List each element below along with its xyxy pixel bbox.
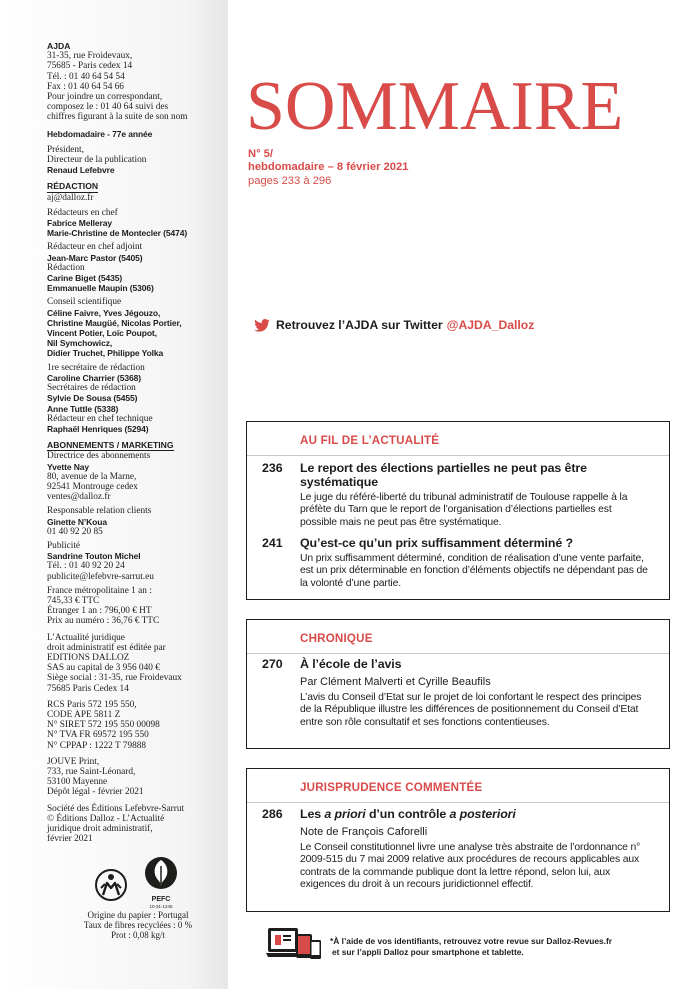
legal-line: RCS Paris 572 195 550, [47,699,137,710]
entry-author: Par Clément Malverti et Cyrille Beaufils [300,676,491,688]
role-label: Rédacteur en chef adjoint [47,242,143,253]
role-label: Rédacteur en chef technique [47,413,153,424]
address-line: 75685 - Paris cedex 14 [47,61,133,72]
section-au-fil-actualite [246,421,670,600]
masthead-content [47,41,227,916]
council-name: Christine Maugüé, Nicolas Portier, [47,317,182,328]
role-label: 1re secrétaire de rédaction [47,362,145,373]
section-title: CHRONIQUE [300,632,373,645]
section-title: AU FIL DE L’ACTUALITÉ [300,434,440,447]
subscriptions-block [47,440,227,626]
recycle-triman-icon [93,868,129,905]
twitter-handle[interactable]: @AJDA_Dalloz [446,318,535,332]
pefc-code: 10-31-1245 [149,903,173,909]
printer-line: JOUVE Print, [47,756,100,767]
entry-author: Note de François Caforelli [300,826,428,838]
price-line: Étranger 1 an : 796,00 € HT [47,606,152,617]
legal-line: 75685 Paris Cedex 14 [47,683,129,694]
address-line: 92541 Montrouge cedex [47,481,138,492]
page-number: 236 [262,461,283,475]
section-divider [247,802,669,803]
direction-role: Directeur de la publication [47,155,147,166]
issue-date: hebdomadaire – 8 février 2021 [248,161,409,174]
staff-name: Emmanuelle Maupin (5306) [47,283,154,294]
entry-title[interactable]: Le report des élections partielles ne peut pas être systématique [300,461,587,489]
staff-name: Marie-Christine de Montecler (5474) [47,228,188,239]
staff-name: Carine Biget (5435) [47,273,123,284]
printer-line: 733, rue Saint-Léonard, [47,767,136,777]
copyright-line: © Éditions Dalloz - L’Actualité [47,813,165,824]
entry-title[interactable] [300,807,650,821]
copyright-block [47,804,227,845]
legal-company-block [47,633,227,694]
legal-line: SAS au capital de 3 956 040 € [47,663,160,674]
section-chronique [246,619,670,749]
paper-origin: Origine du papier : Portugal [87,910,189,920]
role-label: Rédaction [47,262,85,273]
footer-line: et sur l’appli Dalloz pour smartphone et tablette. [332,946,524,957]
twitter-bird-icon [254,319,270,332]
legal-line: N° SIRET 572 195 550 00098 [47,720,160,731]
page-number: 270 [262,657,283,671]
redaction-email: aj@dalloz.fr [47,192,94,203]
copyright-line: Société des Éditions Lefebvre-Sarrut [47,803,185,814]
legal-line: droit administratif est éditée par [47,642,166,653]
staff-name: Ginette N’Koua [47,516,107,527]
role-label: Directrice des abonnements [47,451,151,462]
page-number: 241 [262,536,283,550]
publisher-name: AJDA [47,41,71,51]
printer-line: Dépôt légal - février 2021 [47,787,144,798]
price-line: 745,33 € TTC [47,595,100,606]
role-label: Secrétaires de rédaction [47,383,136,394]
council-name: Céline Faivre, Yves Jégouzo, [47,307,161,318]
legal-line: CODE APE 5811 Z [47,709,121,720]
role-label: Responsable relation clients [47,506,152,517]
sales-email: ventes@dalloz.fr [47,492,111,503]
entry-description: Le Conseil constitutionnel livre une analyse très abstraite de l’ordonnance n° 2009-515 du 7 mai 2009 relative aux procédures de recours applicables aux contrats de la commande publique dont la lettre répond, selon lui, aux exigences du droit à un recours juridictionnel effectif. [300,842,641,891]
footer-line: *À l’aide de vos identifiants, retrouvez votre revue sur Dalloz-Revues.fr [330,936,613,946]
address-line: 31-35, rue Froidevaux, [47,51,133,62]
frequency: Hebdomadaire - 77e année [47,128,153,139]
redaction-heading: RÉDACTION [47,181,99,192]
paper-info [68,910,208,941]
council-name: Vincent Potier, Loïc Poupot, [47,328,157,339]
fax-line: Fax : 01 40 64 54 66 [47,81,124,92]
copyright-line: février 2021 [47,834,93,845]
certification-logos [47,854,227,916]
issue-pages: pages 233 à 296 [248,174,332,187]
twitter-text: Retrouvez l’AJDA sur Twitter [276,318,443,332]
ads-email: publicite@lefebvre-sarrut.eu [47,571,154,582]
issue-number: N° 5/ [248,148,273,160]
price-line: Prix au numéro : 36,76 € TTC [47,616,160,627]
devices-icon [266,926,324,962]
redaction-block [47,181,227,434]
role-label: Publicité [47,540,81,551]
entry-description: L’avis du Conseil d’Etat sur le projet de loi confortant le respect des principes de la République illustre les différences de positionnement du Conseil d’Etat entre son rôle consultatif et ses fonctions contentieuses. [300,692,642,728]
printer-line: 53100 Mayenne [47,777,108,788]
staff-name: Sylvie De Sousa (5455) [47,393,138,404]
legal-ids-block [47,700,227,751]
legal-line: EDITIONS DALLOZ [47,652,130,663]
section-title: JURISPRUDENCE COMMENTÉE [300,781,483,794]
staff-name: Jean-Marc Pastor (5405) [47,252,143,263]
staff-name: Raphaël Henriques (5294) [47,423,149,434]
staff-name: Anne Tuttle (5338) [47,403,119,414]
council-name: Didier Truchet, Philippe Yolka [47,348,164,359]
paper-recycled: Taux de fibres recyclées : 0 % [83,920,193,931]
copyright-line: juridique droit administratif, [47,824,153,835]
section-divider [247,653,669,654]
address-line: 80, avenue de la Marne, [47,471,137,482]
subscriptions-heading: ABONNEMENTS / MARKETING [47,440,174,451]
section-divider [247,455,669,456]
entry-title-emphasis: a priori [324,807,366,821]
director-name: Renaud Lefebvre [47,165,115,176]
role-label: Rédacteurs en chef [47,207,118,218]
legal-line: N° CPPAP : 1222 T 79888 [47,740,147,751]
page-title: SOMMAIRE [246,68,624,145]
publisher-block [47,41,227,123]
entry-description: Un prix suffisamment déterminé, condition de réalisation d’une vente parfaite, est un prix déterminable en fonction d’éléments objectifs ne dépendant pas de la volonté d’une partie. [300,553,648,589]
legal-line: L’Actualité juridique [47,632,125,643]
phone-line: Tél. : 01 40 64 54 54 [47,71,125,82]
council-name: Nil Symchowicz, [47,338,113,349]
page-number: 286 [262,807,283,821]
legal-line: Siège social : 31-35, rue Froidevaux [47,673,182,684]
contact-note: Pour joindre un correspondant, [47,92,163,103]
entry-description: Le juge du référé-liberté du tribunal administratif de Toulouse rappelle à la préfète du Tarn que le report de l’organisation d’élections partielles est possible mais ne peut pas être systématique. [300,492,628,528]
footer-note [266,926,686,966]
staff-name: Sandrine Touton Michel [47,551,141,562]
entry-title-part: Les [300,807,325,821]
entry-title-emphasis: a posteriori [449,807,516,821]
section-jurisprudence-commentee [246,768,670,912]
price-line: France métropolitaine 1 an : [47,585,152,596]
staff-name: Caroline Charrier (5368) [47,372,141,383]
masthead-sidebar [0,0,228,989]
entry-title-part: d’un contrôle [365,807,450,821]
direction-block [47,145,227,176]
twitter-promo[interactable] [254,318,534,332]
pefc-tree-icon [144,854,178,892]
staff-name: Fabrice Melleray [47,218,113,229]
footer-text [330,936,612,957]
phone-line: 01 40 92 20 85 [47,526,103,537]
entry-title[interactable]: Qu’est-ce qu’un prix suffisamment déterminé ? [300,536,573,550]
phone-line: Tél. : 01 40 92 20 24 [47,561,125,572]
direction-role: Président, [47,144,84,155]
legal-line: N° TVA FR 69572 195 550 [47,730,149,741]
pefc-label: PEFC [151,895,171,903]
role-label: Conseil scientifique [47,297,122,308]
contact-note: composez le : 01 40 64 suivi des [47,102,169,113]
contact-note: chiffres figurant à la suite de son nom [47,112,188,123]
pefc-logo [144,854,178,909]
paper-prot: Prot : 0,08 kg/t [110,930,165,941]
entry-title[interactable]: À l’école de l’avis [300,657,402,671]
staff-name: Yvette Nay [47,461,89,472]
printer-block [47,757,227,798]
issue-info [248,148,408,188]
